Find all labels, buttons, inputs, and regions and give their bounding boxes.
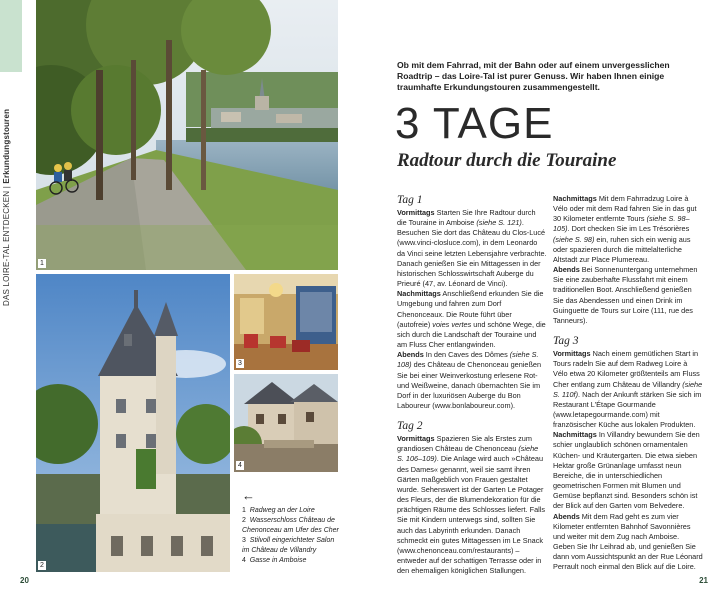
- photo-number: 3: [238, 360, 242, 367]
- caption-text: Gasse in Amboise: [249, 557, 307, 564]
- page-subtitle: Radtour durch die Touraine: [397, 150, 617, 171]
- day-heading: Tag 3: [553, 335, 579, 348]
- page-title: 3 TAGE: [395, 99, 554, 148]
- photo-cycle-path: [36, 0, 338, 270]
- caption-item: [242, 536, 342, 556]
- text-column-2: [553, 194, 703, 581]
- day-heading: Tag 2: [397, 420, 423, 433]
- caption-number: 1: [242, 507, 246, 514]
- chateau-illustration: [36, 274, 230, 572]
- day1-morning: Vormittags Starten Sie Ihre Radtour durch die Touraine in Amboise (siehe S. 121). Besuchen Sie dort das Château du Clos-Lucé (www.vinci-closluce.com), in dem Leonardo da Vinci seine letzten Lebensjahre verbrachte. Danach genießen Sie ein Mittagessen in der historischen Schlosswirtschaft Auberge du Prieuré (47, av. Léonard de Vinci). Nachmittags Anschließend erkunden Sie die Umgebung und fahren zum Dorf Chenonceaux. Die Route führt über (autofreie) voies vertes und schöne Wege, die sich durch die Landschaft der Touraine und am Fluss Cher entlangwinden. Abends In den Caves des Dômes (siehe S. 108) des Château de Chenonceau genießen Sie bei einer Weinverkostung erlesene Rot- und Weißweine, danach übernachten Sie im Dorf in der luxuriösen Auberge du Bon Laboureur (www.bonlaboureur.com).: [397, 208, 547, 410]
- day3-text: Vormittags Nach einem gemütlichen Start in Tours radeln Sie auf dem Radweg Loire à Vélo etwa 20 Kilometer größtenteils am Fluss Cher entlang zum Château de Villandry (siehe S. 110f). Nach der Ankunft stärken Sie sich im Restaurant L'Étape Gourmande (www.letapegourmande.com) mit französischer Küche aus lokalen Produkten. Nachmittags In Villandry bewundern Sie den schier unglaublich schönen ornamentalen Küchen- und Kräutergarten. Die etwa sieben Hektar große Grünanlage umfasst neun Bereiche, die in unterschiedlichen geometrischen Formen mit Blumen und Gemüse bepflanzt sind. Besonders schön ist der Blick auf den Garten vom Belvedere. Abends Mit dem Rad geht es zum vier Kilometer entfernten Bahnhof Savonnières und weiter mit dem Zug nach Amboise. Geben Sie Ihr Leihrad ab, und genießen Sie dann vom Aussichtspunkt an der Rue Léonard Perrault noch einmal den Blick auf die Loire.: [553, 349, 703, 572]
- caption-text: Stilvoll eingerichteter Salon im Château de Villandry: [242, 537, 335, 554]
- photo-number: 1: [40, 260, 44, 267]
- chapter-color-tab: [0, 0, 22, 72]
- alley-illustration: [234, 374, 338, 472]
- caption-item: [242, 556, 342, 566]
- photo-villandry-salon: [234, 274, 338, 370]
- photo-number: 2: [40, 562, 44, 569]
- salon-illustration: [234, 274, 338, 370]
- chapter-label-part2: Erkundungstouren: [2, 108, 11, 184]
- cycle-path-illustration: [36, 0, 338, 270]
- caption-text: Wasserschloss Château de Chenonceau am Ufer des Cher: [242, 517, 339, 534]
- text-column-1: [397, 194, 547, 585]
- day2-afternoon: Nachmittags Mit dem Fahrradzug Loire à Vélo oder mit dem Rad fahren Sie in das gut 30 Kilometer entfernte Tours (siehe S. 98–105). Dort checken Sie im Les Trésorières (siehe S. 98) ein, ruhen sich ein wenig aus oder spazieren durch die mittelalterliche Altstadt zur Place Plumereau. Abends Bei Sonnenuntergang unternehmen Sie eine zauberhafte Flussfahrt mit einem traditionellen Boot. Anschließend genießen Sie das Abendessen und einen Drink im Guinguette de Tours sur Loire (111, rue des Tanneurs).: [553, 194, 698, 325]
- page-number-right: 21: [699, 576, 708, 585]
- chapter-side-label: DAS LOIRE-TAL ENTDECKEN | Erkundungstouren: [2, 108, 11, 306]
- page-number-left: 20: [20, 576, 29, 585]
- intro-text: Ob mit dem Fahrrad, mit der Bahn oder auf einem unvergesslichen Roadtrip – das Loire-Tal ist purer Genuss. Wir haben Ihnen einige traumhafte Erkundungstouren zusammengestellt.: [397, 60, 670, 92]
- day2-morning: Vormittags Spazieren Sie als Erstes zum grandiosen Château de Chenonceau (siehe S. 106–109). Die Anlage wird auch »Château des Dames« genannt, weil sie samt ihren Gärten maßgeblich von Frauen gestaltet wurde. Sehenswert ist der Garten Le Potager des Fleurs, der die Blumendekoration für die prächtigen Räume des Schlosses liefert. Falls Sie mit Kindern unterwegs sind, sollten Sie auch das Labyrinth erkunden. Danach schmeckt ein gutes Mittagessen im Le Snack (www.chenonceau.com/restaurants) – entweder auf der schattigen Terrasse oder in den ehemaligen königlichen Stallungen.: [397, 434, 546, 576]
- caption-number: 4: [242, 557, 246, 564]
- caption-number: 3: [242, 537, 246, 544]
- caption-item: [242, 506, 342, 516]
- photo-amboise-alley: [234, 374, 338, 472]
- photo-number: 4: [238, 462, 242, 469]
- day-heading: Tag 1: [397, 194, 423, 206]
- arrow-left-icon: ←: [242, 488, 255, 503]
- caption-text: Radweg an der Loire: [249, 507, 315, 514]
- chapter-label-part1: DAS LOIRE-TAL ENTDECKEN: [2, 190, 11, 306]
- caption-number: 2: [242, 517, 246, 524]
- photo-chateau-chenonceau: [36, 274, 230, 572]
- photo-captions: [242, 490, 342, 566]
- caption-item: [242, 516, 342, 536]
